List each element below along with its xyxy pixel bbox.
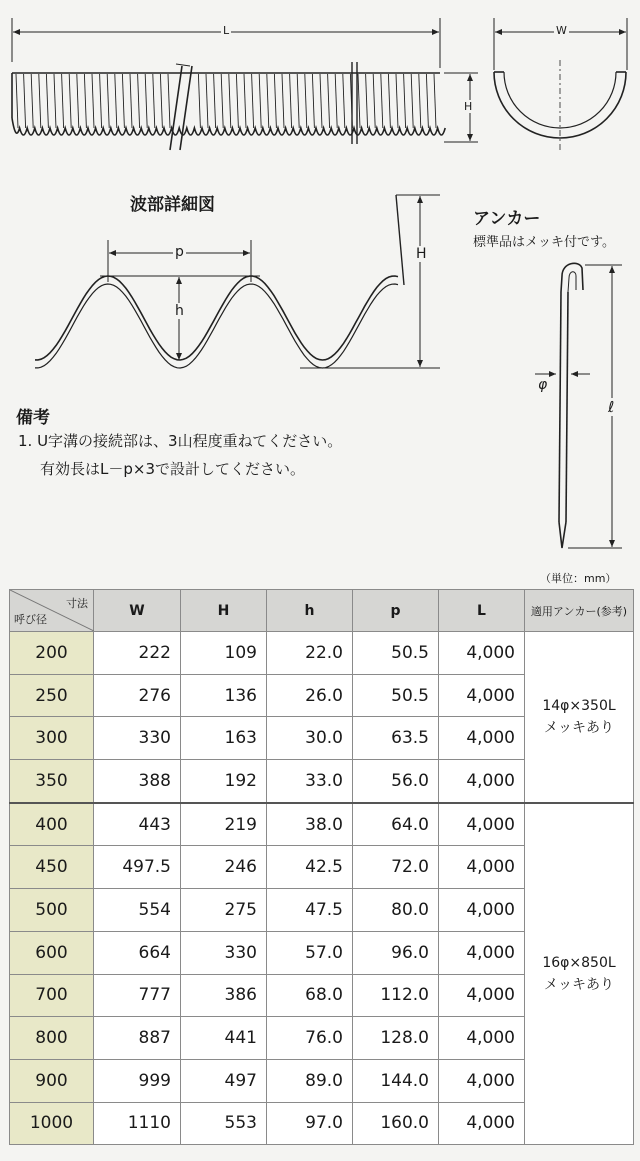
anchor-cell [525, 803, 634, 1145]
nominal-size-cell: 600 [10, 931, 94, 974]
dim-W-label: W [556, 24, 567, 37]
cell-H: 246 [181, 846, 267, 889]
cell-H: 441 [181, 1017, 267, 1060]
cell-W: 276 [94, 674, 181, 717]
spec-table [9, 589, 634, 1145]
corner-top-label: 寸法 [66, 597, 88, 610]
cell-h: 76.0 [267, 1017, 353, 1060]
nominal-size-cell: 350 [10, 760, 94, 803]
nominal-size-cell: 300 [10, 717, 94, 760]
cell-h: 38.0 [267, 803, 353, 846]
cell-L: 4,000 [439, 1102, 525, 1145]
table-header-row [10, 590, 634, 632]
anchor-finish: メッキあり [544, 719, 614, 736]
cell-p: 96.0 [353, 931, 439, 974]
cell-L: 4,000 [439, 889, 525, 932]
nominal-size-cell: 800 [10, 1017, 94, 1060]
cell-h: 57.0 [267, 931, 353, 974]
cell-L: 4,000 [439, 674, 525, 717]
cell-H: 219 [181, 803, 267, 846]
cell-h: 97.0 [267, 1102, 353, 1145]
remarks-line2: 有効長はL－p×3で設計してください。 [40, 460, 305, 478]
cell-W: 554 [94, 889, 181, 932]
cell-W: 1110 [94, 1102, 181, 1145]
cell-H: 163 [181, 717, 267, 760]
cell-p: 63.5 [353, 717, 439, 760]
dim-p-label: p [175, 244, 184, 260]
cell-H: 192 [181, 760, 267, 803]
cell-W: 664 [94, 931, 181, 974]
cell-p: 50.5 [353, 632, 439, 675]
cell-p: 50.5 [353, 674, 439, 717]
cell-L: 4,000 [439, 632, 525, 675]
cell-h: 33.0 [267, 760, 353, 803]
cell-L: 4,000 [439, 974, 525, 1017]
cell-W: 999 [94, 1059, 181, 1102]
corner-bottom-label: 呼び径 [14, 613, 47, 626]
corner-header [10, 590, 94, 632]
cell-h: 47.5 [267, 889, 353, 932]
nominal-size-cell: 450 [10, 846, 94, 889]
cell-p: 80.0 [353, 889, 439, 932]
cell-h: 30.0 [267, 717, 353, 760]
cell-h: 89.0 [267, 1059, 353, 1102]
dim-phi-label: φ [538, 377, 548, 393]
anchor-spec: 14φ×350L [542, 697, 616, 714]
cell-L: 4,000 [439, 1017, 525, 1060]
cell-p: 144.0 [353, 1059, 439, 1102]
flume-end-view [494, 18, 627, 150]
cell-W: 443 [94, 803, 181, 846]
anchor-finish: メッキあり [544, 977, 614, 993]
cell-p: 160.0 [353, 1102, 439, 1145]
dim-ell-label: ℓ [608, 398, 615, 416]
anchor-note: 標準品はメッキ付です。 [473, 235, 615, 250]
cell-h: 26.0 [267, 674, 353, 717]
cell-h: 22.0 [267, 632, 353, 675]
header-L: L [439, 590, 525, 632]
nominal-size-cell: 200 [10, 632, 94, 675]
remarks-line1: 1. U字溝の接続部は、3山程度重ねてください。 [18, 432, 343, 450]
wave-detail [35, 195, 440, 368]
header-anchor: 適用アンカー(参考) [525, 590, 634, 632]
cell-L: 4,000 [439, 846, 525, 889]
cell-H: 330 [181, 931, 267, 974]
cell-h: 68.0 [267, 974, 353, 1017]
nominal-size-cell: 700 [10, 974, 94, 1017]
anchor-cell [525, 632, 634, 803]
dim-H-detail-label: H [416, 246, 427, 262]
table-row [10, 632, 634, 675]
cell-W: 222 [94, 632, 181, 675]
unit-label: （単位：mm） [540, 572, 617, 585]
cell-p: 112.0 [353, 974, 439, 1017]
cell-H: 275 [181, 889, 267, 932]
cell-p: 64.0 [353, 803, 439, 846]
anchor-title: アンカー [473, 209, 541, 229]
cell-H: 386 [181, 974, 267, 1017]
nominal-size-cell: 250 [10, 674, 94, 717]
anchor-spec: 16φ×850L [542, 955, 616, 971]
wave-detail-title: 波部詳細図 [130, 195, 215, 215]
remarks-title: 備考 [16, 408, 50, 428]
cell-H: 109 [181, 632, 267, 675]
cell-W: 777 [94, 974, 181, 1017]
dim-h-label: h [175, 303, 184, 319]
cell-L: 4,000 [439, 760, 525, 803]
cell-p: 56.0 [353, 760, 439, 803]
nominal-size-cell: 400 [10, 803, 94, 846]
cell-H: 136 [181, 674, 267, 717]
cell-p: 128.0 [353, 1017, 439, 1060]
cell-L: 4,000 [439, 931, 525, 974]
cell-W: 887 [94, 1017, 181, 1060]
table-row [10, 803, 634, 846]
dim-H-side-label: H [464, 100, 473, 113]
cell-p: 72.0 [353, 846, 439, 889]
nominal-size-cell: 1000 [10, 1102, 94, 1145]
cell-L: 4,000 [439, 1059, 525, 1102]
cell-h: 42.5 [267, 846, 353, 889]
dim-L-label: L [223, 24, 230, 37]
cell-H: 553 [181, 1102, 267, 1145]
header-H: H [181, 590, 267, 632]
header-p: p [353, 590, 439, 632]
flume-side-view [12, 18, 478, 150]
cell-L: 4,000 [439, 717, 525, 760]
nominal-size-cell: 500 [10, 889, 94, 932]
cell-W: 330 [94, 717, 181, 760]
cell-W: 388 [94, 760, 181, 803]
nominal-size-cell: 900 [10, 1059, 94, 1102]
cell-W: 497.5 [94, 846, 181, 889]
header-h: h [267, 590, 353, 632]
cell-H: 497 [181, 1059, 267, 1102]
header-W: W [94, 590, 181, 632]
cell-L: 4,000 [439, 803, 525, 846]
